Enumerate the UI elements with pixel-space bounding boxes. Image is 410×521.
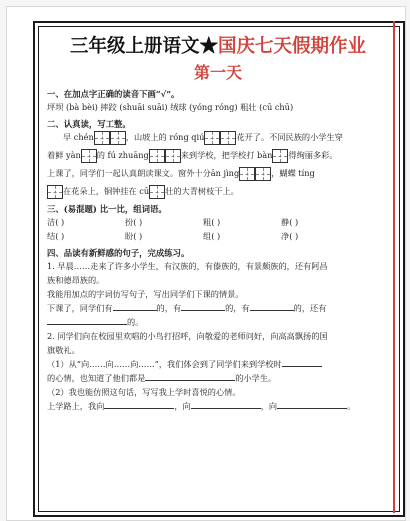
answer-blank[interactable]	[191, 400, 261, 409]
writing-box[interactable]	[81, 149, 97, 163]
compare-item[interactable]: 结( )	[47, 231, 65, 241]
question-2-line-3: 上课了，同学们一起认真朗读课文。窗外十分ān jìng ，蝴蝶 tíng	[47, 166, 389, 181]
writing-box[interactable]	[110, 131, 126, 145]
compare-item[interactable]: 扮( )	[125, 217, 143, 227]
question-4-2-1-line-2: 的心情，也知道了他们都是 的小学生。	[47, 373, 277, 383]
imitation-sentence: 下课了，同学们有 的，有 的，有 的，还有	[47, 303, 327, 313]
imitation-sentence-end: 的。	[47, 315, 389, 329]
question-2-line-4: 在花朵上，铜钟挂在 cū 壮的大青树枝干上。	[47, 184, 389, 199]
answer-blank[interactable]	[181, 302, 225, 311]
question-4-2-1-line-1: （1）从“向……向……向……”，我们体会到了同学们来到学校时	[47, 357, 389, 371]
day-subtitle: 第一天	[193, 63, 242, 82]
imitation-sentence-2: 上学路上，我向 ，向 ，向 。	[47, 401, 356, 411]
passage-1-prompt: 我能用加点的字词仿写句子，写出同学们下课的情景。	[47, 289, 244, 299]
compare-row-2	[47, 229, 389, 243]
question-1-heading: 一、在加点字正确的读音下画“√”。	[47, 89, 180, 99]
page-border	[33, 21, 405, 517]
writing-box[interactable]	[149, 185, 165, 199]
writing-box[interactable]	[220, 131, 236, 145]
compare-item[interactable]: 组( )	[203, 231, 221, 241]
writing-box[interactable]	[255, 167, 271, 181]
writing-box[interactable]	[239, 167, 255, 181]
passage-2-line-1: 2. 同学们向在校园里欢唱的小鸟打招呼，向敬爱的老师问好，向高高飘扬的国	[47, 331, 328, 341]
writing-box[interactable]	[272, 149, 288, 163]
compare-item[interactable]: 盼( )	[125, 231, 143, 241]
passage-1-line-1: 1. 早晨……走来了许多小学生，有汉族的，有傣族的，有景颇族的，还有阿昌	[47, 261, 328, 271]
passage-1-line-2: 族和德昂族的。	[47, 275, 105, 285]
compare-item[interactable]: 洁( )	[47, 217, 65, 227]
answer-blank[interactable]	[277, 400, 347, 409]
writing-box[interactable]	[204, 131, 220, 145]
question-3-heading: 三、(易混题) 比一比，组词语。	[47, 204, 167, 214]
worksheet-page	[6, 6, 406, 521]
passage-2-line-2: 旗敬礼。	[47, 345, 80, 355]
answer-blank[interactable]	[250, 302, 294, 311]
question-2-heading: 二、认真读，写工整。	[47, 119, 131, 129]
question-4-heading: 四、品读有新鲜感的句子，完成练习。	[47, 248, 190, 258]
title-holiday: 国庆七天假期作业	[218, 36, 367, 57]
question-1-pinyin: 坪坝 (bà bèi) 摔跤 (shuāi suāi) 绒球 (yóng róng) 粗壮 (cū chū)	[47, 102, 294, 112]
answer-blank[interactable]	[282, 358, 322, 367]
answer-blank[interactable]	[145, 372, 235, 381]
answer-blank[interactable]	[113, 302, 157, 311]
answer-blank[interactable]	[104, 400, 174, 409]
writing-box[interactable]	[165, 149, 181, 163]
worksheet-content	[47, 31, 389, 413]
compare-item[interactable]: 静( )	[281, 217, 299, 227]
title-grade: 三年级上册语文	[69, 36, 200, 57]
compare-item[interactable]: 粗( )	[203, 217, 221, 227]
worksheet-title	[47, 35, 389, 59]
writing-box[interactable]	[149, 149, 165, 163]
writing-box[interactable]	[47, 185, 63, 199]
compare-item[interactable]: 净( )	[281, 231, 299, 241]
compare-row-1	[47, 215, 389, 229]
star-icon: ★	[199, 36, 218, 57]
question-2-line-2: 着鲜 yàn 的 fú zhuāng 来到学校，把学校打 bàn 得绚丽多彩。	[47, 148, 389, 163]
question-4-2-2: （2）我也能仿照这句话，写写我上学时喜悦的心情。	[47, 387, 241, 397]
red-margin-line	[393, 21, 395, 513]
answer-blank[interactable]	[47, 316, 127, 325]
question-2-line-1: 早 chén ，山坡上的 róng qiú 花开了。不同民族的小学生穿	[47, 130, 389, 145]
writing-box[interactable]	[94, 131, 110, 145]
